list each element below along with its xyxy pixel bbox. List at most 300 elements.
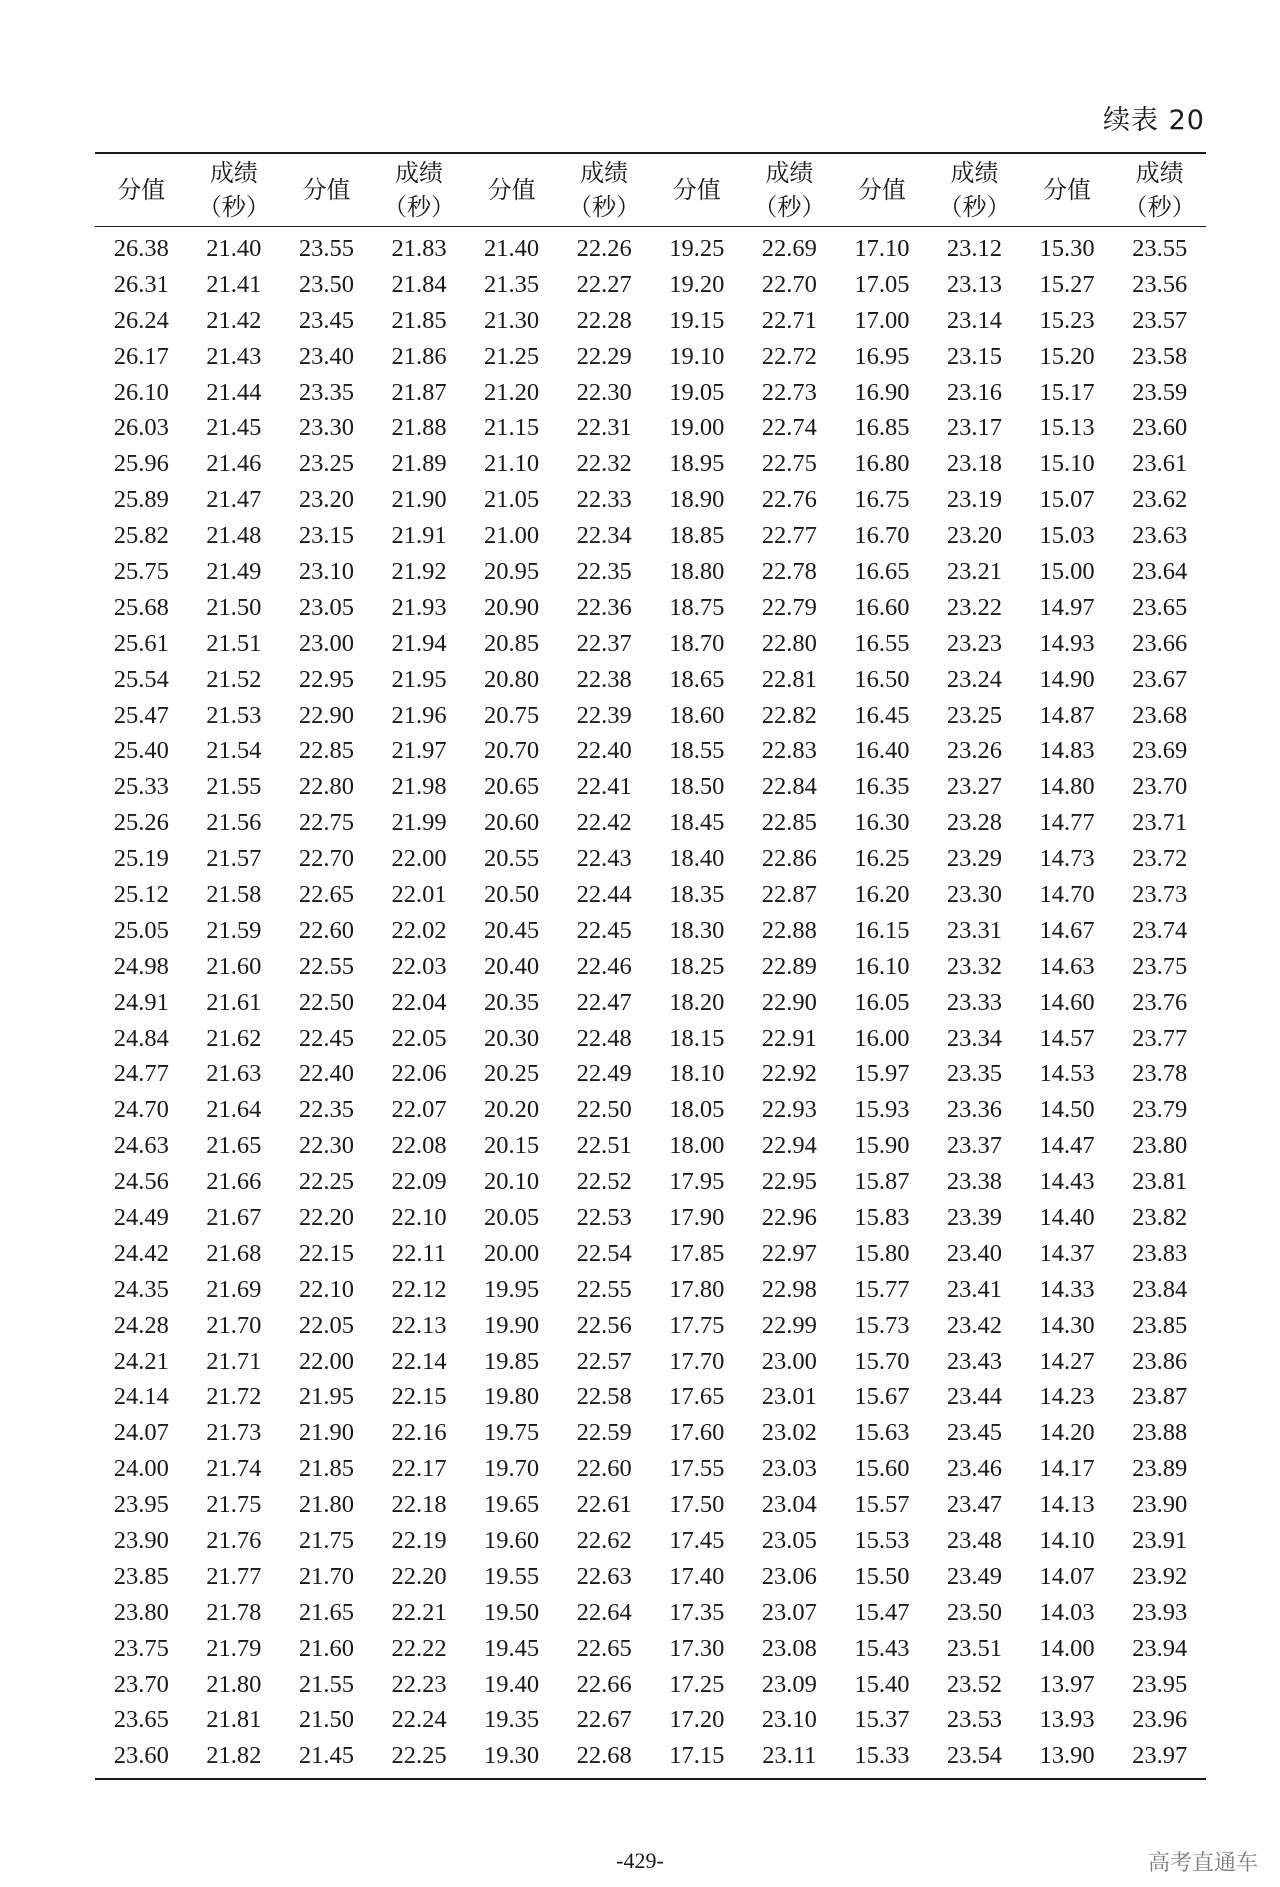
time-result-cell: 23.07 [761, 1598, 817, 1626]
time-result-cell: 21.75 [206, 1491, 262, 1519]
score-value-cell: 21.65 [298, 1598, 354, 1626]
score-value-cell: 15.37 [854, 1706, 910, 1734]
time-result-cell: 21.52 [206, 665, 262, 693]
time-result-cell: 22.76 [761, 486, 817, 514]
time-result-cell: 21.66 [206, 1168, 262, 1196]
score-value-cell: 16.70 [854, 522, 910, 550]
score-value-cell: 21.00 [484, 522, 540, 550]
time-result-cell: 23.25 [946, 701, 1003, 729]
time-result-cell: 21.90 [391, 486, 447, 514]
time-result-cell: 21.73 [206, 1419, 262, 1447]
score-value-cell: 18.05 [669, 1096, 725, 1124]
time-result-cell: 22.03 [391, 952, 447, 980]
score-value-cell: 22.90 [298, 701, 354, 729]
time-result-cell: 22.53 [576, 1203, 632, 1231]
header-row [95, 153, 1206, 227]
header-cell [280, 153, 373, 227]
score-value-cell: 16.85 [854, 414, 910, 442]
time-result-cell: 22.35 [576, 557, 632, 585]
score-value-cell: 23.75 [113, 1634, 169, 1662]
time-result-cell: 22.87 [761, 880, 817, 908]
time-result-cell: 21.83 [391, 234, 447, 262]
score-value-cell: 17.50 [669, 1491, 725, 1519]
time-result-cell: 22.63 [576, 1562, 632, 1590]
time-result-cell: 23.62 [1132, 486, 1188, 514]
time-result-cell: 23.65 [1132, 593, 1188, 621]
score-value-cell: 19.45 [484, 1634, 540, 1662]
score-value-cell: 15.03 [1039, 522, 1095, 550]
table-row [95, 1056, 1206, 1092]
time-result-cell: 22.68 [576, 1742, 632, 1770]
score-value-cell: 21.05 [484, 486, 540, 514]
time-result-cell: 21.71 [206, 1347, 262, 1375]
watermark-text: 高考直通车 [1147, 1851, 1258, 1876]
score-value-cell: 15.93 [854, 1096, 910, 1124]
time-result-cell: 21.92 [391, 557, 447, 585]
time-result-cell: 22.69 [761, 234, 817, 262]
score-value-cell: 17.85 [669, 1239, 725, 1267]
time-result-cell: 21.62 [206, 1024, 262, 1052]
time-result-cell: 22.92 [761, 1060, 817, 1088]
score-value-cell: 13.97 [1039, 1670, 1095, 1698]
time-result-cell: 21.59 [206, 916, 262, 944]
score-value-cell: 23.55 [298, 234, 354, 262]
score-value-cell: 13.90 [1039, 1742, 1095, 1770]
header-unit: （秒） [568, 193, 641, 221]
time-result-cell: 21.95 [391, 665, 447, 693]
time-result-cell: 21.47 [206, 486, 262, 514]
header-cell [928, 153, 1021, 227]
time-result-cell: 22.44 [576, 880, 632, 908]
score-value-cell: 23.20 [298, 486, 354, 514]
time-result-cell: 23.04 [761, 1491, 817, 1519]
header-cell [650, 153, 743, 227]
time-result-cell: 22.22 [391, 1634, 447, 1662]
score-value-cell: 15.53 [854, 1527, 910, 1554]
score-value-cell: 19.90 [484, 1311, 540, 1339]
time-result-cell: 23.64 [1132, 557, 1188, 585]
table-row [95, 805, 1206, 841]
time-result-cell: 23.51 [946, 1634, 1003, 1662]
time-result-cell: 23.47 [946, 1491, 1003, 1519]
header-cell [373, 153, 466, 227]
score-value-cell: 17.65 [669, 1383, 725, 1411]
time-result-cell: 21.40 [206, 234, 262, 262]
score-value-cell: 20.35 [484, 988, 540, 1016]
time-result-cell: 21.69 [206, 1275, 262, 1303]
time-result-cell: 23.24 [946, 665, 1003, 693]
score-value-cell: 20.55 [484, 845, 540, 873]
score-value-cell: 14.77 [1039, 809, 1095, 837]
score-value-cell: 26.03 [113, 414, 169, 442]
table-row [95, 1092, 1206, 1128]
time-result-cell: 22.40 [576, 737, 632, 765]
score-value-cell: 15.90 [854, 1132, 910, 1160]
score-value-cell: 24.21 [113, 1347, 169, 1375]
score-value-cell: 21.55 [298, 1670, 354, 1698]
time-result-cell: 23.14 [946, 306, 1003, 334]
score-value-cell: 15.47 [854, 1598, 910, 1626]
time-result-cell: 22.54 [576, 1239, 632, 1267]
score-value-cell: 26.38 [113, 234, 169, 262]
time-result-cell: 21.51 [206, 629, 262, 657]
score-value-cell: 18.85 [669, 522, 725, 550]
score-value-cell: 24.63 [113, 1132, 169, 1160]
score-value-cell: 19.65 [484, 1491, 540, 1519]
page-number: -429- [616, 1848, 664, 1873]
score-value-cell: 19.00 [669, 414, 725, 442]
header-label: 成绩 [395, 159, 444, 187]
score-value-cell: 20.15 [484, 1132, 540, 1160]
time-result-cell: 23.08 [761, 1634, 817, 1662]
score-value-cell: 14.33 [1039, 1275, 1095, 1303]
table-row [95, 303, 1206, 339]
score-value-cell: 17.10 [854, 234, 910, 262]
score-value-cell: 22.05 [298, 1311, 354, 1339]
time-result-cell: 23.71 [1132, 809, 1188, 837]
header-label: 成绩 [765, 159, 814, 187]
score-value-cell: 23.70 [113, 1670, 169, 1698]
time-result-cell: 23.01 [761, 1383, 817, 1411]
time-result-cell: 23.75 [1132, 952, 1188, 980]
time-result-cell: 23.96 [1132, 1706, 1188, 1734]
score-value-cell: 18.40 [669, 845, 725, 873]
score-value-cell: 23.35 [298, 378, 354, 406]
score-value-cell: 25.40 [113, 737, 169, 765]
time-result-cell: 23.44 [946, 1383, 1003, 1411]
time-result-cell: 21.60 [206, 952, 262, 980]
score-value-cell: 21.30 [484, 306, 540, 334]
time-result-cell: 22.42 [576, 809, 632, 837]
time-result-cell: 21.78 [206, 1598, 262, 1626]
score-value-cell: 20.85 [484, 629, 540, 657]
time-result-cell: 21.48 [206, 522, 262, 550]
time-result-cell: 23.54 [946, 1742, 1003, 1770]
score-value-cell: 22.65 [298, 880, 354, 908]
table-row [95, 1380, 1206, 1416]
time-result-cell: 23.26 [946, 737, 1003, 765]
score-value-cell: 23.80 [113, 1598, 169, 1626]
time-result-cell: 22.04 [391, 988, 447, 1016]
score-value-cell: 21.10 [484, 450, 540, 478]
score-value-cell: 14.50 [1039, 1096, 1095, 1124]
table-row [95, 913, 1206, 949]
time-result-cell: 23.15 [946, 342, 1003, 370]
score-value-cell: 15.13 [1039, 414, 1095, 442]
time-result-cell: 22.83 [761, 737, 817, 765]
score-value-cell: 18.35 [669, 880, 725, 908]
time-result-cell: 22.60 [576, 1455, 632, 1483]
time-result-cell: 21.97 [391, 737, 447, 765]
header-unit: （秒） [197, 193, 270, 221]
time-result-cell: 22.88 [761, 916, 817, 944]
score-value-cell: 19.80 [484, 1383, 540, 1411]
time-result-cell: 23.37 [946, 1132, 1003, 1160]
score-value-cell: 14.67 [1039, 916, 1095, 944]
time-result-cell: 22.59 [576, 1419, 632, 1447]
table-row [95, 985, 1206, 1021]
score-value-cell: 21.50 [298, 1706, 354, 1734]
table-row [95, 1559, 1206, 1595]
score-value-cell: 18.65 [669, 665, 725, 693]
table-row [95, 375, 1206, 411]
time-result-cell: 23.93 [1132, 1598, 1188, 1626]
time-result-cell: 21.93 [391, 593, 447, 621]
time-result-cell: 23.48 [946, 1527, 1003, 1554]
time-result-cell: 22.99 [761, 1311, 817, 1339]
score-value-cell: 18.95 [669, 450, 725, 478]
time-result-cell: 22.14 [391, 1347, 447, 1375]
time-result-cell: 22.12 [391, 1275, 447, 1303]
time-result-cell: 22.52 [576, 1168, 632, 1196]
score-value-cell: 22.30 [298, 1132, 354, 1160]
time-result-cell: 22.67 [576, 1706, 632, 1734]
header-label: 成绩 [950, 159, 999, 187]
time-result-cell: 23.12 [946, 234, 1003, 262]
score-value-cell: 21.70 [298, 1562, 354, 1590]
score-value-cell: 24.42 [113, 1239, 169, 1267]
score-value-cell: 25.96 [113, 450, 169, 478]
time-result-cell: 22.32 [576, 450, 632, 478]
score-value-cell: 17.40 [669, 1562, 725, 1590]
score-value-cell: 25.19 [113, 845, 169, 873]
table-row [95, 1200, 1206, 1236]
time-result-cell: 22.94 [761, 1132, 817, 1160]
score-value-cell: 23.60 [113, 1742, 169, 1770]
time-result-cell: 22.78 [761, 557, 817, 585]
table-row [95, 590, 1206, 626]
score-value-cell: 14.73 [1039, 845, 1095, 873]
time-result-cell: 22.38 [576, 665, 632, 693]
score-value-cell: 17.45 [669, 1527, 725, 1554]
score-value-cell: 14.17 [1039, 1455, 1095, 1483]
score-value-cell: 20.95 [484, 557, 540, 585]
time-result-cell: 23.03 [761, 1455, 817, 1483]
header-label: 分值 [302, 176, 351, 204]
score-value-cell: 24.00 [113, 1455, 169, 1483]
score-value-cell: 20.40 [484, 952, 540, 980]
header-cell [95, 153, 188, 227]
time-result-cell: 21.99 [391, 809, 447, 837]
time-result-cell: 22.73 [761, 378, 817, 406]
score-value-cell: 14.87 [1039, 701, 1095, 729]
time-result-cell: 22.30 [576, 378, 632, 406]
time-result-cell: 22.72 [761, 342, 817, 370]
score-value-cell: 15.30 [1039, 234, 1095, 262]
table-row [95, 769, 1206, 805]
time-result-cell: 23.29 [946, 845, 1003, 873]
time-result-cell: 22.11 [391, 1239, 447, 1267]
score-value-cell: 21.20 [484, 378, 540, 406]
score-value-cell: 15.57 [854, 1491, 910, 1519]
header-cell [558, 153, 651, 227]
time-result-cell: 23.30 [946, 880, 1003, 908]
score-value-cell: 22.45 [298, 1024, 354, 1052]
time-result-cell: 23.83 [1132, 1239, 1188, 1267]
time-result-cell: 22.01 [391, 880, 447, 908]
score-value-cell: 25.54 [113, 665, 169, 693]
score-value-cell: 20.50 [484, 880, 540, 908]
score-value-cell: 25.75 [113, 557, 169, 585]
score-value-cell: 24.91 [113, 988, 169, 1016]
score-value-cell: 17.60 [669, 1419, 725, 1447]
score-value-cell: 16.15 [854, 916, 910, 944]
score-value-cell: 20.30 [484, 1024, 540, 1052]
score-value-cell: 15.50 [854, 1562, 910, 1590]
time-result-cell: 22.24 [391, 1706, 447, 1734]
time-result-cell: 22.62 [576, 1527, 632, 1554]
time-result-cell: 22.79 [761, 593, 817, 621]
score-value-cell: 19.25 [669, 234, 725, 262]
time-result-cell: 22.82 [761, 701, 817, 729]
score-value-cell: 23.95 [113, 1491, 169, 1519]
time-result-cell: 23.16 [946, 378, 1003, 406]
time-result-cell: 22.27 [576, 270, 632, 298]
table-row [95, 1487, 1206, 1523]
score-value-cell: 14.57 [1039, 1024, 1095, 1052]
time-result-cell: 22.57 [576, 1347, 632, 1375]
score-value-cell: 15.73 [854, 1311, 910, 1339]
time-result-cell: 23.59 [1132, 378, 1188, 406]
time-result-cell: 23.72 [1132, 845, 1188, 873]
score-value-cell: 19.10 [669, 342, 725, 370]
time-result-cell: 23.13 [946, 270, 1003, 298]
time-result-cell: 23.80 [1132, 1132, 1188, 1160]
score-value-cell: 15.23 [1039, 306, 1095, 334]
time-result-cell: 22.17 [391, 1455, 447, 1483]
table-row [95, 1128, 1206, 1164]
time-result-cell: 23.41 [946, 1275, 1003, 1303]
time-result-cell: 23.88 [1132, 1419, 1188, 1447]
time-result-cell: 22.25 [391, 1742, 447, 1770]
time-result-cell: 22.95 [761, 1168, 817, 1196]
header-label: 成绩 [209, 159, 258, 187]
time-result-cell: 22.64 [576, 1598, 632, 1626]
score-value-cell: 18.30 [669, 916, 725, 944]
score-value-cell: 21.75 [298, 1527, 354, 1554]
time-result-cell: 22.77 [761, 522, 817, 550]
time-result-cell: 21.45 [206, 414, 262, 442]
table-row [95, 698, 1206, 734]
time-result-cell: 21.85 [391, 306, 447, 334]
header-label: 分值 [672, 176, 721, 204]
time-result-cell: 22.65 [576, 1634, 632, 1662]
time-result-cell: 23.49 [946, 1562, 1003, 1590]
score-value-cell: 14.10 [1039, 1527, 1095, 1554]
time-result-cell: 22.45 [576, 916, 632, 944]
score-value-cell: 19.15 [669, 306, 725, 334]
score-value-cell: 17.30 [669, 1634, 725, 1662]
table-body [95, 227, 1206, 1780]
time-result-cell: 23.34 [946, 1024, 1003, 1052]
time-result-cell: 21.96 [391, 701, 447, 729]
score-value-cell: 15.20 [1039, 342, 1095, 370]
time-result-cell: 21.43 [206, 342, 262, 370]
time-result-cell: 23.28 [946, 809, 1003, 837]
header-cell [1113, 153, 1206, 227]
score-value-cell: 22.25 [298, 1168, 354, 1196]
time-result-cell: 22.33 [576, 486, 632, 514]
time-result-cell: 23.66 [1132, 629, 1188, 657]
table-caption: 续表 20 [1103, 105, 1205, 136]
score-value-cell: 19.05 [669, 378, 725, 406]
header-label: 分值 [857, 176, 906, 204]
time-result-cell: 22.85 [761, 809, 817, 837]
time-result-cell: 21.54 [206, 737, 262, 765]
time-result-cell: 21.94 [391, 629, 447, 657]
score-value-cell: 19.70 [484, 1455, 540, 1483]
time-result-cell: 21.58 [206, 880, 262, 908]
score-value-cell: 20.00 [484, 1239, 540, 1267]
score-value-cell: 14.43 [1039, 1168, 1095, 1196]
score-value-cell: 24.98 [113, 952, 169, 980]
score-table-container [95, 152, 1206, 1780]
time-result-cell: 23.87 [1132, 1383, 1188, 1411]
time-result-cell: 23.82 [1132, 1203, 1188, 1231]
score-value-cell: 14.47 [1039, 1132, 1095, 1160]
score-value-cell: 20.20 [484, 1096, 540, 1124]
time-result-cell: 23.23 [946, 629, 1003, 657]
score-value-cell: 21.25 [484, 342, 540, 370]
time-result-cell: 23.31 [946, 916, 1003, 944]
score-value-cell: 16.50 [854, 665, 910, 693]
score-value-cell: 17.15 [669, 1742, 725, 1770]
score-value-cell: 15.17 [1039, 378, 1095, 406]
score-value-cell: 14.27 [1039, 1347, 1095, 1375]
table-row [95, 339, 1206, 375]
time-result-cell: 22.51 [576, 1132, 632, 1160]
score-value-cell: 23.15 [298, 522, 354, 550]
score-value-cell: 23.25 [298, 450, 354, 478]
score-value-cell: 20.25 [484, 1060, 540, 1088]
score-value-cell: 16.00 [854, 1024, 910, 1052]
header-label: 分值 [487, 176, 536, 204]
time-result-cell: 22.34 [576, 522, 632, 550]
score-value-cell: 26.17 [113, 342, 169, 370]
score-value-cell: 23.10 [298, 557, 354, 585]
score-value-cell: 18.15 [669, 1024, 725, 1052]
time-result-cell: 23.78 [1132, 1060, 1188, 1088]
table-row [95, 1164, 1206, 1200]
time-result-cell: 21.61 [206, 988, 262, 1016]
score-value-cell: 23.05 [298, 593, 354, 621]
time-result-cell: 23.94 [1132, 1634, 1188, 1662]
time-result-cell: 23.55 [1132, 234, 1188, 262]
score-value-cell: 15.33 [854, 1742, 910, 1770]
header-cell [188, 153, 281, 227]
time-result-cell: 22.29 [576, 342, 632, 370]
score-value-cell: 19.35 [484, 1706, 540, 1734]
time-result-cell: 22.74 [761, 414, 817, 442]
time-result-cell: 22.49 [576, 1060, 632, 1088]
score-value-cell: 15.67 [854, 1383, 910, 1411]
score-table [95, 152, 1206, 1780]
time-result-cell: 23.76 [1132, 988, 1188, 1016]
time-result-cell: 21.41 [206, 270, 262, 298]
time-result-cell: 21.56 [206, 809, 262, 837]
score-value-cell: 26.31 [113, 270, 169, 298]
time-result-cell: 22.08 [391, 1132, 447, 1160]
score-value-cell: 15.43 [854, 1634, 910, 1662]
time-result-cell: 21.57 [206, 845, 262, 873]
time-result-cell: 22.61 [576, 1491, 632, 1519]
time-result-cell: 22.28 [576, 306, 632, 334]
table-row [95, 482, 1206, 518]
score-value-cell: 18.50 [669, 773, 725, 801]
score-value-cell: 15.63 [854, 1419, 910, 1447]
time-result-cell: 23.97 [1132, 1742, 1188, 1770]
score-value-cell: 22.85 [298, 737, 354, 765]
